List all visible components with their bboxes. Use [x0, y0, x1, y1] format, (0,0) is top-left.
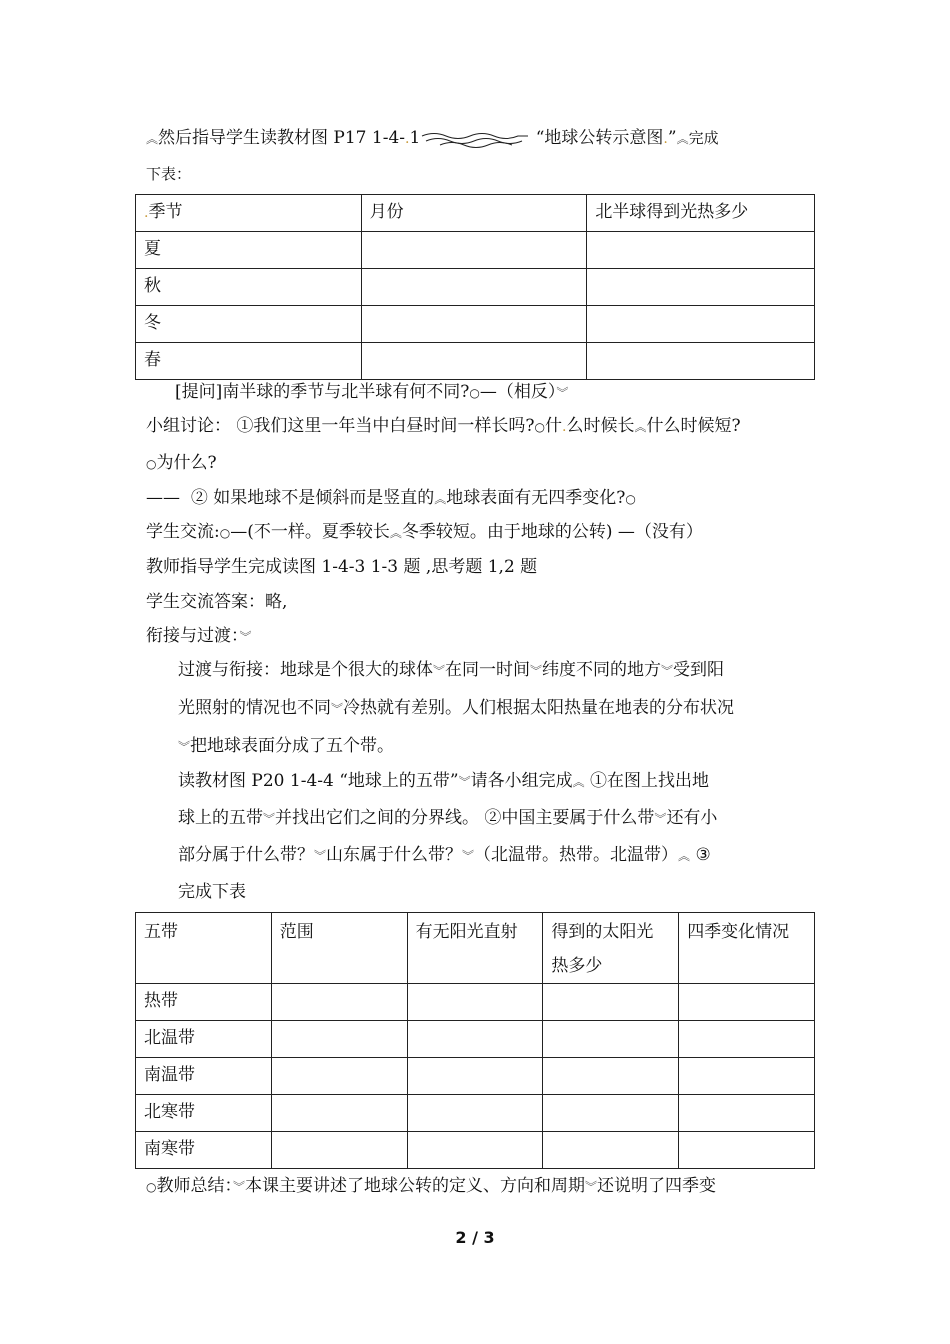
season-table-header	[136, 195, 815, 232]
table-row	[136, 1095, 815, 1132]
para2-line-3: 部分属于什么带？︾山东属于什么带？︾（北温带。热带。北温带）︽ ③	[178, 845, 711, 865]
scribble-mark: ︽	[146, 132, 159, 146]
page-number: 2 / 3	[455, 1228, 495, 1247]
intro-line-1: ︽然后指导学生读教材图 P17 1-4-.1 “地球公转示意图.”︽完成	[146, 128, 719, 148]
table-cell	[587, 269, 815, 306]
table-cell: 南寒带	[136, 1132, 272, 1169]
para2-line-2: 球上的五带︾并找出它们之间的分界线。 ②中国主要属于什么带︾还有小	[178, 808, 718, 828]
table-cell: 春	[136, 343, 362, 380]
para1-line-2: 光照射的情况也不同︾冷热就有差别。人们根据太阳热量在地表的分布状况	[178, 698, 735, 718]
table-cell	[271, 1058, 407, 1095]
header-cell: 四季变化情况	[679, 913, 815, 984]
header-cell: .季节	[136, 195, 362, 232]
five-zones-table	[135, 912, 815, 1169]
table-cell	[407, 1132, 543, 1169]
table-cell	[407, 1058, 543, 1095]
table-cell	[587, 232, 815, 269]
header-cell: 五带	[136, 913, 272, 984]
discussion-line-1: 小组讨论： ①我们这里一年当中白昼时间一样长吗?○什.么时候长︽什么时候短?	[146, 416, 741, 436]
table-cell	[543, 1058, 679, 1095]
header-cell: 得到的太阳光热多少	[543, 913, 679, 984]
table-row	[136, 1021, 815, 1058]
table-row	[136, 1132, 815, 1169]
table-cell	[587, 343, 815, 380]
header-cell: 有无阳光直射	[407, 913, 543, 984]
exchange-line: 学生交流:○—(不一样。夏季较长︽冬季较短。由于地球的公转) —（没有）	[146, 522, 703, 542]
table-cell	[543, 984, 679, 1021]
table-row	[136, 984, 815, 1021]
table-cell	[679, 1058, 815, 1095]
table-cell	[271, 984, 407, 1021]
table-cell	[543, 1021, 679, 1058]
table-row	[136, 269, 815, 306]
table-cell	[271, 1095, 407, 1132]
season-table	[135, 194, 815, 380]
table-cell	[361, 306, 587, 343]
table-row	[136, 232, 815, 269]
table-cell	[679, 984, 815, 1021]
table-row	[136, 343, 815, 380]
table-cell	[361, 232, 587, 269]
table-cell	[407, 1021, 543, 1058]
table-cell	[271, 1132, 407, 1169]
table-cell: 北温带	[136, 1021, 272, 1058]
table-cell	[271, 1021, 407, 1058]
table-cell	[543, 1132, 679, 1169]
intro-line-2: 下表：	[146, 165, 192, 183]
summary-line: ○教师总结：︾本课主要讲述了地球公转的定义、方向和周期︾还说明了四季变	[146, 1176, 717, 1196]
table-row	[136, 306, 815, 343]
para2-line-4: 完成下表	[178, 882, 246, 902]
para1-line-3: ︾把地球表面分成了五个带。	[178, 736, 395, 756]
transition-line: 衔接与过渡：︾	[146, 626, 252, 646]
table-cell	[361, 343, 587, 380]
question-line: [提问]南半球的季节与北半球有何不同?○—（相反）︾	[175, 382, 569, 402]
para1-line-1: 过渡与衔接：地球是个很大的球体︾在同一时间︾纬度不同的地方︾受到阳	[178, 660, 725, 680]
guide-line: 教师指导学生完成读图 1-4-3 1-3 题 ,思考题 1,2 题	[146, 557, 538, 577]
five-zones-header	[136, 913, 815, 984]
answer-line: 学生交流答案：略,	[146, 592, 288, 612]
wave-squiggle-icon	[420, 130, 530, 148]
table-cell: 秋	[136, 269, 362, 306]
table-cell	[407, 1095, 543, 1132]
header-cell: 北半球得到光热多少	[587, 195, 815, 232]
table-row	[136, 1058, 815, 1095]
discussion-line-2: ○为什么?	[146, 453, 217, 473]
table-cell: 南温带	[136, 1058, 272, 1095]
table-cell	[679, 1095, 815, 1132]
table-cell: 夏	[136, 232, 362, 269]
table-cell	[361, 269, 587, 306]
table-cell: 北寒带	[136, 1095, 272, 1132]
table-cell	[407, 984, 543, 1021]
table-cell	[679, 1021, 815, 1058]
table-cell: 热带	[136, 984, 272, 1021]
header-cell: 范围	[271, 913, 407, 984]
discussion-line-3: —— ② 如果地球不是倾斜而是竖直的︽地球表面有无四季变化?○	[146, 488, 636, 508]
table-cell	[679, 1132, 815, 1169]
para2-line-1: 读教材图 P20 1-4-4 “地球上的五带”︾请各小组完成︽ ①在图上找出地	[178, 771, 710, 791]
table-cell	[543, 1095, 679, 1132]
header-cell: 月份	[361, 195, 587, 232]
table-cell: 冬	[136, 306, 362, 343]
table-cell	[587, 306, 815, 343]
